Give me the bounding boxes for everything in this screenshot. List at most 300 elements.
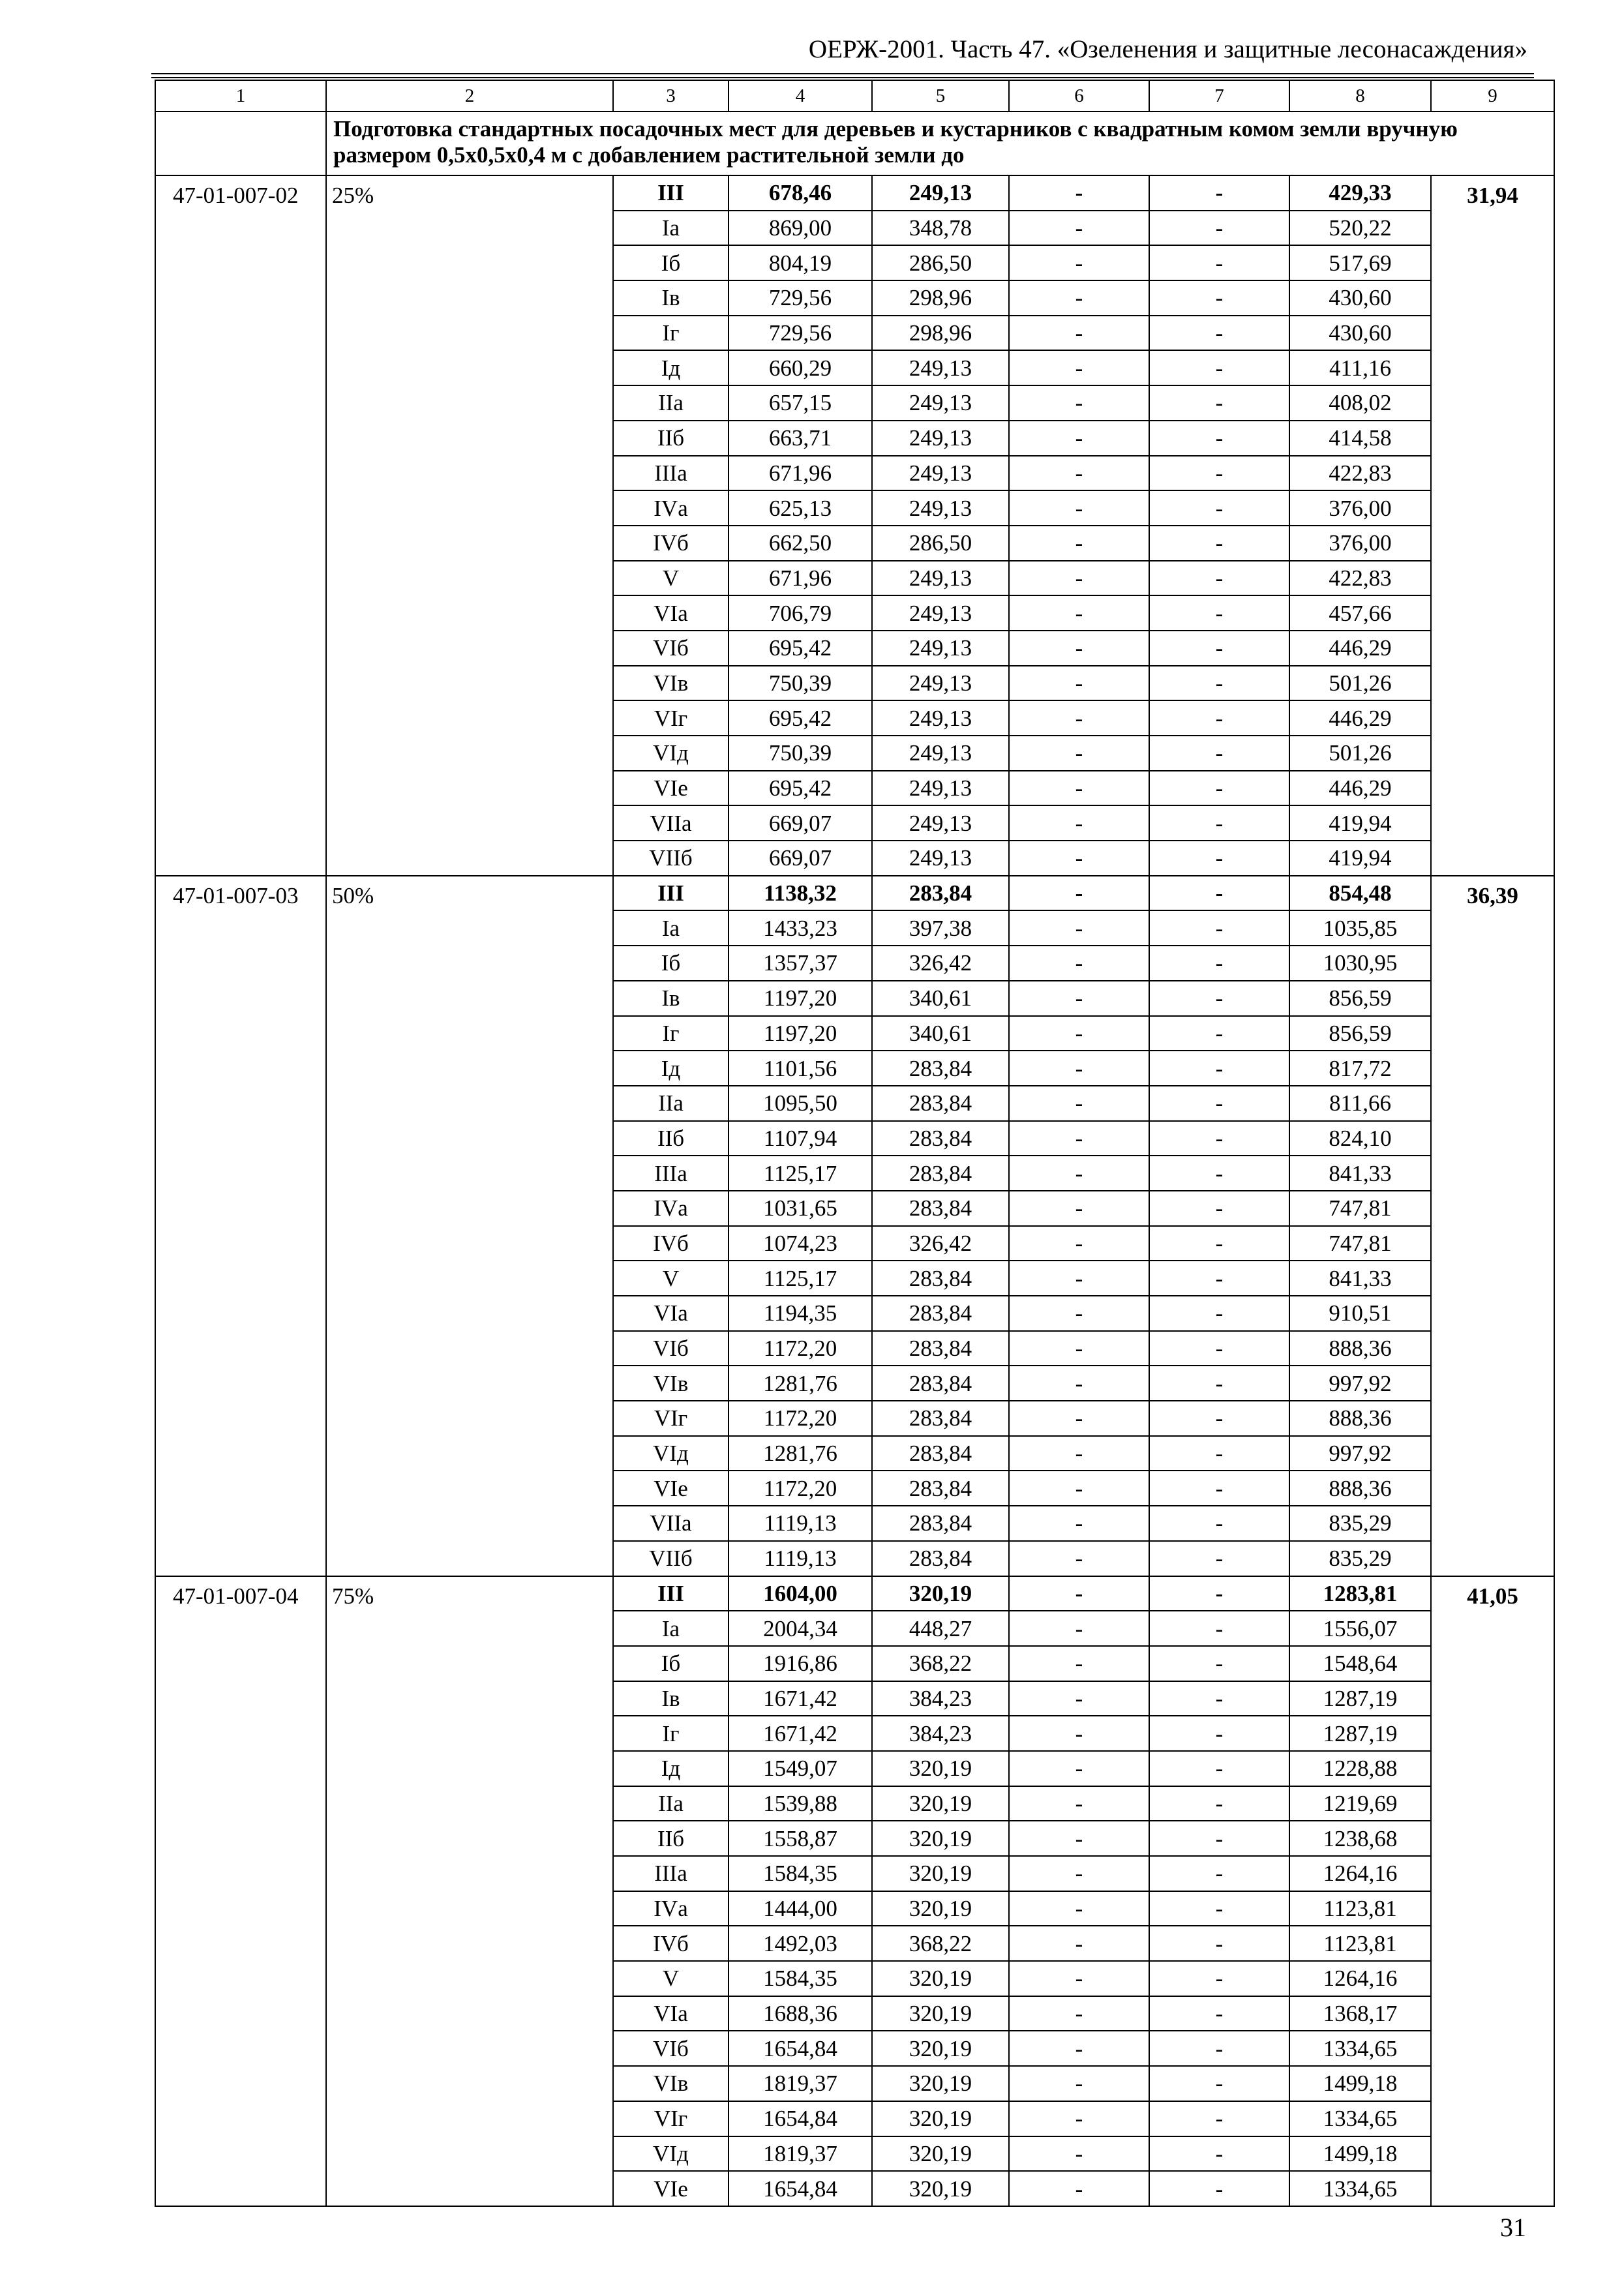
wages-cell: 249,13 xyxy=(872,805,1009,841)
total-cost-cell: 1197,20 xyxy=(729,1016,872,1051)
driver-wages-cell: - xyxy=(1149,350,1289,385)
total-cost-cell: 660,29 xyxy=(729,350,872,385)
total-cost-cell: 706,79 xyxy=(729,595,872,631)
driver-wages-cell: - xyxy=(1149,280,1289,316)
driver-wages-cell: - xyxy=(1149,1611,1289,1646)
wages-cell: 340,61 xyxy=(872,1016,1009,1051)
total-cost-cell: 1819,37 xyxy=(729,2066,872,2101)
driver-wages-cell: - xyxy=(1149,1821,1289,1856)
total-cost-cell: 657,15 xyxy=(729,385,872,421)
total-cost-cell: 1492,03 xyxy=(729,1926,872,1961)
class-cell: VIе xyxy=(613,771,729,806)
materials-cell: 1287,19 xyxy=(1289,1681,1431,1716)
wages-cell: 384,23 xyxy=(872,1681,1009,1716)
materials-cell: 1238,68 xyxy=(1289,1821,1431,1856)
materials-cell: 1228,88 xyxy=(1289,1751,1431,1786)
class-cell: VIв xyxy=(613,666,729,701)
driver-wages-cell: - xyxy=(1149,1121,1289,1156)
wages-cell: 249,13 xyxy=(872,456,1009,491)
total-cost-cell: 750,39 xyxy=(729,736,872,771)
materials-cell: 457,66 xyxy=(1289,595,1431,631)
wages-cell: 249,13 xyxy=(872,631,1009,666)
machines-cell: - xyxy=(1009,561,1149,596)
machines-cell: - xyxy=(1009,1856,1149,1891)
class-cell: V xyxy=(613,561,729,596)
wages-cell: 286,50 xyxy=(872,245,1009,280)
machines-cell: - xyxy=(1009,1226,1149,1261)
class-cell: Iг xyxy=(613,1016,729,1051)
machines-cell: - xyxy=(1009,1646,1149,1681)
wages-cell: 249,13 xyxy=(872,736,1009,771)
materials-cell: 1123,81 xyxy=(1289,1926,1431,1961)
machines-cell: - xyxy=(1009,1156,1149,1191)
wages-cell: 286,50 xyxy=(872,526,1009,561)
wages-cell: 326,42 xyxy=(872,1226,1009,1261)
materials-cell: 835,29 xyxy=(1289,1506,1431,1541)
driver-wages-cell: - xyxy=(1149,175,1289,211)
wages-cell: 283,84 xyxy=(872,1331,1009,1366)
machines-cell: - xyxy=(1009,1541,1149,1576)
class-cell: VIIа xyxy=(613,1506,729,1541)
materials-cell: 430,60 xyxy=(1289,316,1431,351)
driver-wages-cell: - xyxy=(1149,595,1289,631)
materials-cell: 841,33 xyxy=(1289,1156,1431,1191)
class-cell: VIв xyxy=(613,1366,729,1401)
wages-cell: 283,84 xyxy=(872,1051,1009,1086)
driver-wages-cell: - xyxy=(1149,1296,1289,1331)
wages-cell: 320,19 xyxy=(872,2136,1009,2172)
driver-wages-cell: - xyxy=(1149,421,1289,456)
class-cell: Iб xyxy=(613,245,729,280)
class-cell: VIа xyxy=(613,595,729,631)
driver-wages-cell: - xyxy=(1149,526,1289,561)
machines-cell: - xyxy=(1009,2031,1149,2066)
total-cost-cell: 1197,20 xyxy=(729,981,872,1016)
driver-wages-cell: - xyxy=(1149,2136,1289,2172)
driver-wages-cell: - xyxy=(1149,1471,1289,1506)
driver-wages-cell: - xyxy=(1149,490,1289,526)
class-cell: Iа xyxy=(613,910,729,946)
total-cost-cell: 1125,17 xyxy=(729,1156,872,1191)
driver-wages-cell: - xyxy=(1149,736,1289,771)
driver-wages-cell: - xyxy=(1149,1401,1289,1436)
total-cost-cell: 1194,35 xyxy=(729,1296,872,1331)
page-header-title: ОЕРЖ-2001. Часть 47. «Озеленения и защитные лесонасаждения» xyxy=(808,35,1527,63)
total-cost-cell: 1172,20 xyxy=(729,1471,872,1506)
materials-cell: 997,92 xyxy=(1289,1436,1431,1471)
driver-wages-cell: - xyxy=(1149,1541,1289,1576)
materials-cell: 817,72 xyxy=(1289,1051,1431,1086)
total-cost-cell: 1558,87 xyxy=(729,1821,872,1856)
total-cost-cell: 750,39 xyxy=(729,666,872,701)
total-cost-cell: 1119,13 xyxy=(729,1506,872,1541)
class-cell: VIг xyxy=(613,2101,729,2136)
total-cost-cell: 1031,65 xyxy=(729,1191,872,1226)
materials-cell: 856,59 xyxy=(1289,981,1431,1016)
class-cell: IIа xyxy=(613,1086,729,1121)
machines-cell: - xyxy=(1009,700,1149,736)
total-cost-cell: 625,13 xyxy=(729,490,872,526)
machines-cell: - xyxy=(1009,1716,1149,1751)
wages-cell: 283,84 xyxy=(872,1366,1009,1401)
materials-cell: 411,16 xyxy=(1289,350,1431,385)
wages-cell: 283,84 xyxy=(872,1261,1009,1296)
wages-cell: 283,84 xyxy=(872,876,1009,911)
total-cost-cell: 1281,76 xyxy=(729,1436,872,1471)
materials-cell: 1030,95 xyxy=(1289,946,1431,981)
wages-cell: 249,13 xyxy=(872,595,1009,631)
column-number: 2 xyxy=(326,80,613,112)
materials-cell: 430,60 xyxy=(1289,280,1431,316)
total-cost-cell: 695,42 xyxy=(729,771,872,806)
driver-wages-cell: - xyxy=(1149,316,1289,351)
total-cost-cell: 1101,56 xyxy=(729,1051,872,1086)
materials-cell: 517,69 xyxy=(1289,245,1431,280)
machines-cell: - xyxy=(1009,490,1149,526)
class-cell: IIб xyxy=(613,421,729,456)
class-cell: III xyxy=(613,1576,729,1611)
wages-cell: 320,19 xyxy=(872,2171,1009,2206)
wages-cell: 340,61 xyxy=(872,981,1009,1016)
driver-wages-cell: - xyxy=(1149,1576,1289,1611)
total-cost-cell: 1172,20 xyxy=(729,1401,872,1436)
materials-cell: 1035,85 xyxy=(1289,910,1431,946)
wages-cell: 320,19 xyxy=(872,1786,1009,1821)
materials-cell: 408,02 xyxy=(1289,385,1431,421)
total-cost-cell: 1119,13 xyxy=(729,1541,872,1576)
materials-cell: 1499,18 xyxy=(1289,2136,1431,2172)
materials-cell: 1123,81 xyxy=(1289,1891,1431,1926)
driver-wages-cell: - xyxy=(1149,1681,1289,1716)
driver-wages-cell: - xyxy=(1149,1891,1289,1926)
driver-wages-cell: - xyxy=(1149,1226,1289,1261)
machines-cell: - xyxy=(1009,1506,1149,1541)
total-cost-cell: 662,50 xyxy=(729,526,872,561)
total-cost-cell: 695,42 xyxy=(729,631,872,666)
table-row xyxy=(155,1576,1554,1611)
soil-percent: 25% xyxy=(326,175,613,876)
machines-cell: - xyxy=(1009,805,1149,841)
total-cost-cell: 1584,35 xyxy=(729,1856,872,1891)
class-cell: Iд xyxy=(613,1751,729,1786)
machines-cell: - xyxy=(1009,421,1149,456)
materials-cell: 520,22 xyxy=(1289,211,1431,246)
class-cell: Iв xyxy=(613,1681,729,1716)
machines-cell: - xyxy=(1009,1051,1149,1086)
class-cell: Iд xyxy=(613,1051,729,1086)
materials-cell: 888,36 xyxy=(1289,1471,1431,1506)
class-cell: IIIа xyxy=(613,456,729,491)
driver-wages-cell: - xyxy=(1149,1086,1289,1121)
driver-wages-cell: - xyxy=(1149,1016,1289,1051)
wages-cell: 283,84 xyxy=(872,1086,1009,1121)
class-cell: VIа xyxy=(613,1296,729,1331)
machines-cell: - xyxy=(1009,1331,1149,1366)
driver-wages-cell: - xyxy=(1149,666,1289,701)
driver-wages-cell: - xyxy=(1149,1331,1289,1366)
total-cost-cell: 695,42 xyxy=(729,700,872,736)
column-number: 7 xyxy=(1149,80,1289,112)
materials-cell: 997,92 xyxy=(1289,1366,1431,1401)
soil-percent: 50% xyxy=(326,876,613,1576)
class-cell: Iв xyxy=(613,280,729,316)
driver-wages-cell: - xyxy=(1149,981,1289,1016)
labor-cost: 41,05 xyxy=(1431,1576,1554,2206)
materials-cell: 422,83 xyxy=(1289,456,1431,491)
class-cell: IIа xyxy=(613,1786,729,1821)
driver-wages-cell: - xyxy=(1149,1191,1289,1226)
total-cost-cell: 804,19 xyxy=(729,245,872,280)
materials-cell: 414,58 xyxy=(1289,421,1431,456)
materials-cell: 376,00 xyxy=(1289,490,1431,526)
class-cell: IIб xyxy=(613,1121,729,1156)
wages-cell: 397,38 xyxy=(872,910,1009,946)
machines-cell: - xyxy=(1009,1996,1149,2031)
machines-cell: - xyxy=(1009,736,1149,771)
total-cost-cell: 729,56 xyxy=(729,316,872,351)
driver-wages-cell: - xyxy=(1149,1506,1289,1541)
total-cost-cell: 671,96 xyxy=(729,456,872,491)
materials-cell: 419,94 xyxy=(1289,841,1431,876)
machines-cell: - xyxy=(1009,1821,1149,1856)
materials-cell: 1264,16 xyxy=(1289,1856,1431,1891)
total-cost-cell: 678,46 xyxy=(729,175,872,211)
materials-cell: 747,81 xyxy=(1289,1191,1431,1226)
driver-wages-cell: - xyxy=(1149,211,1289,246)
machines-cell: - xyxy=(1009,245,1149,280)
materials-cell: 501,26 xyxy=(1289,736,1431,771)
table-body xyxy=(155,80,1554,2206)
wages-cell: 298,96 xyxy=(872,316,1009,351)
class-cell: V xyxy=(613,1261,729,1296)
total-cost-cell: 1138,32 xyxy=(729,876,872,911)
driver-wages-cell: - xyxy=(1149,1436,1289,1471)
machines-cell: - xyxy=(1009,841,1149,876)
column-number: 5 xyxy=(872,80,1009,112)
machines-cell: - xyxy=(1009,1576,1149,1611)
materials-cell: 1334,65 xyxy=(1289,2031,1431,2066)
driver-wages-cell: - xyxy=(1149,700,1289,736)
driver-wages-cell: - xyxy=(1149,1051,1289,1086)
wages-cell: 283,84 xyxy=(872,1191,1009,1226)
materials-cell: 376,00 xyxy=(1289,526,1431,561)
driver-wages-cell: - xyxy=(1149,1156,1289,1191)
wages-cell: 283,84 xyxy=(872,1436,1009,1471)
total-cost-cell: 663,71 xyxy=(729,421,872,456)
class-cell: III xyxy=(613,175,729,211)
total-cost-cell: 1539,88 xyxy=(729,1786,872,1821)
section-title-spacer xyxy=(155,112,326,175)
machines-cell: - xyxy=(1009,1016,1149,1051)
wages-cell: 249,13 xyxy=(872,421,1009,456)
class-cell: IVа xyxy=(613,490,729,526)
wages-cell: 326,42 xyxy=(872,946,1009,981)
total-cost-cell: 729,56 xyxy=(729,280,872,316)
wages-cell: 320,19 xyxy=(872,1891,1009,1926)
header-rule xyxy=(151,73,1534,74)
wages-cell: 249,13 xyxy=(872,771,1009,806)
table-row xyxy=(155,175,1554,211)
driver-wages-cell: - xyxy=(1149,1261,1289,1296)
materials-cell: 854,48 xyxy=(1289,876,1431,911)
machines-cell: - xyxy=(1009,666,1149,701)
column-number: 4 xyxy=(729,80,872,112)
driver-wages-cell: - xyxy=(1149,841,1289,876)
materials-cell: 1264,16 xyxy=(1289,1961,1431,1996)
materials-cell: 1368,17 xyxy=(1289,1996,1431,2031)
total-cost-cell: 1549,07 xyxy=(729,1751,872,1786)
machines-cell: - xyxy=(1009,2066,1149,2101)
class-cell: VIе xyxy=(613,1471,729,1506)
norm-code: 47-01-007-04 xyxy=(155,1576,326,2206)
driver-wages-cell: - xyxy=(1149,1366,1289,1401)
norm-code: 47-01-007-02 xyxy=(155,175,326,876)
class-cell: IVб xyxy=(613,1926,729,1961)
driver-wages-cell: - xyxy=(1149,805,1289,841)
machines-cell: - xyxy=(1009,385,1149,421)
materials-cell: 501,26 xyxy=(1289,666,1431,701)
driver-wages-cell: - xyxy=(1149,2066,1289,2101)
machines-cell: - xyxy=(1009,910,1149,946)
class-cell: Iг xyxy=(613,316,729,351)
driver-wages-cell: - xyxy=(1149,631,1289,666)
wages-cell: 249,13 xyxy=(872,841,1009,876)
materials-cell: 1334,65 xyxy=(1289,2171,1431,2206)
materials-cell: 1499,18 xyxy=(1289,2066,1431,2101)
total-cost-cell: 669,07 xyxy=(729,805,872,841)
wages-cell: 320,19 xyxy=(872,1856,1009,1891)
total-cost-cell: 1281,76 xyxy=(729,1366,872,1401)
class-cell: VIд xyxy=(613,1436,729,1471)
class-cell: VIд xyxy=(613,2136,729,2172)
total-cost-cell: 1819,37 xyxy=(729,2136,872,2172)
total-cost-cell: 1654,84 xyxy=(729,2171,872,2206)
machines-cell: - xyxy=(1009,2101,1149,2136)
total-cost-cell: 1172,20 xyxy=(729,1331,872,1366)
class-cell: Iа xyxy=(613,211,729,246)
class-cell: IIIа xyxy=(613,1856,729,1891)
machines-cell: - xyxy=(1009,2171,1149,2206)
materials-cell: 1548,64 xyxy=(1289,1646,1431,1681)
labor-cost: 31,94 xyxy=(1431,175,1554,876)
page-number: 31 xyxy=(1500,2213,1526,2242)
class-cell: IVа xyxy=(613,1191,729,1226)
class-cell: VIб xyxy=(613,2031,729,2066)
driver-wages-cell: - xyxy=(1149,2101,1289,2136)
driver-wages-cell: - xyxy=(1149,1961,1289,1996)
class-cell: VIа xyxy=(613,1996,729,2031)
driver-wages-cell: - xyxy=(1149,771,1289,806)
materials-cell: 841,33 xyxy=(1289,1261,1431,1296)
materials-cell: 747,81 xyxy=(1289,1226,1431,1261)
driver-wages-cell: - xyxy=(1149,385,1289,421)
wages-cell: 320,19 xyxy=(872,1576,1009,1611)
machines-cell: - xyxy=(1009,316,1149,351)
machines-cell: - xyxy=(1009,1191,1149,1226)
driver-wages-cell: - xyxy=(1149,1646,1289,1681)
driver-wages-cell: - xyxy=(1149,910,1289,946)
class-cell: VIIб xyxy=(613,841,729,876)
wages-cell: 384,23 xyxy=(872,1716,1009,1751)
class-cell: VIд xyxy=(613,736,729,771)
class-cell: Iб xyxy=(613,1646,729,1681)
total-cost-cell: 1074,23 xyxy=(729,1226,872,1261)
class-cell: VIIа xyxy=(613,805,729,841)
total-cost-cell: 1433,23 xyxy=(729,910,872,946)
driver-wages-cell: - xyxy=(1149,1716,1289,1751)
class-cell: IIа xyxy=(613,385,729,421)
wages-cell: 249,13 xyxy=(872,175,1009,211)
class-cell: Iв xyxy=(613,981,729,1016)
machines-cell: - xyxy=(1009,2136,1149,2172)
soil-percent: 75% xyxy=(326,1576,613,2206)
machines-cell: - xyxy=(1009,1261,1149,1296)
machines-cell: - xyxy=(1009,1401,1149,1436)
machines-cell: - xyxy=(1009,456,1149,491)
total-cost-cell: 869,00 xyxy=(729,211,872,246)
driver-wages-cell: - xyxy=(1149,2171,1289,2206)
machines-cell: - xyxy=(1009,1611,1149,1646)
total-cost-cell: 1671,42 xyxy=(729,1681,872,1716)
norms-table xyxy=(155,80,1555,2207)
column-number: 3 xyxy=(613,80,729,112)
machines-cell: - xyxy=(1009,1891,1149,1926)
wages-cell: 283,84 xyxy=(872,1541,1009,1576)
column-number: 6 xyxy=(1009,80,1149,112)
total-cost-cell: 2004,34 xyxy=(729,1611,872,1646)
wages-cell: 320,19 xyxy=(872,1751,1009,1786)
machines-cell: - xyxy=(1009,631,1149,666)
class-cell: IIIа xyxy=(613,1156,729,1191)
wages-cell: 283,84 xyxy=(872,1506,1009,1541)
machines-cell: - xyxy=(1009,771,1149,806)
machines-cell: - xyxy=(1009,981,1149,1016)
total-cost-cell: 1604,00 xyxy=(729,1576,872,1611)
machines-cell: - xyxy=(1009,1786,1149,1821)
machines-cell: - xyxy=(1009,280,1149,316)
class-cell: VIIб xyxy=(613,1541,729,1576)
wages-cell: 249,13 xyxy=(872,350,1009,385)
materials-cell: 446,29 xyxy=(1289,771,1431,806)
wages-cell: 249,13 xyxy=(872,666,1009,701)
table-row xyxy=(155,876,1554,911)
machines-cell: - xyxy=(1009,526,1149,561)
materials-cell: 446,29 xyxy=(1289,700,1431,736)
class-cell: VIб xyxy=(613,631,729,666)
driver-wages-cell: - xyxy=(1149,1786,1289,1821)
wages-cell: 320,19 xyxy=(872,2066,1009,2101)
wages-cell: 298,96 xyxy=(872,280,1009,316)
section-title-row xyxy=(155,112,1554,175)
machines-cell: - xyxy=(1009,1751,1149,1786)
class-cell: Iг xyxy=(613,1716,729,1751)
driver-wages-cell: - xyxy=(1149,1926,1289,1961)
wages-cell: 320,19 xyxy=(872,1961,1009,1996)
column-number: 8 xyxy=(1289,80,1431,112)
class-cell: III xyxy=(613,876,729,911)
machines-cell: - xyxy=(1009,350,1149,385)
machines-cell: - xyxy=(1009,1086,1149,1121)
materials-cell: 1219,69 xyxy=(1289,1786,1431,1821)
total-cost-cell: 1654,84 xyxy=(729,2101,872,2136)
machines-cell: - xyxy=(1009,1121,1149,1156)
materials-cell: 824,10 xyxy=(1289,1121,1431,1156)
class-cell: IVб xyxy=(613,1226,729,1261)
total-cost-cell: 1444,00 xyxy=(729,1891,872,1926)
total-cost-cell: 1671,42 xyxy=(729,1716,872,1751)
wages-cell: 448,27 xyxy=(872,1611,1009,1646)
wages-cell: 249,13 xyxy=(872,561,1009,596)
